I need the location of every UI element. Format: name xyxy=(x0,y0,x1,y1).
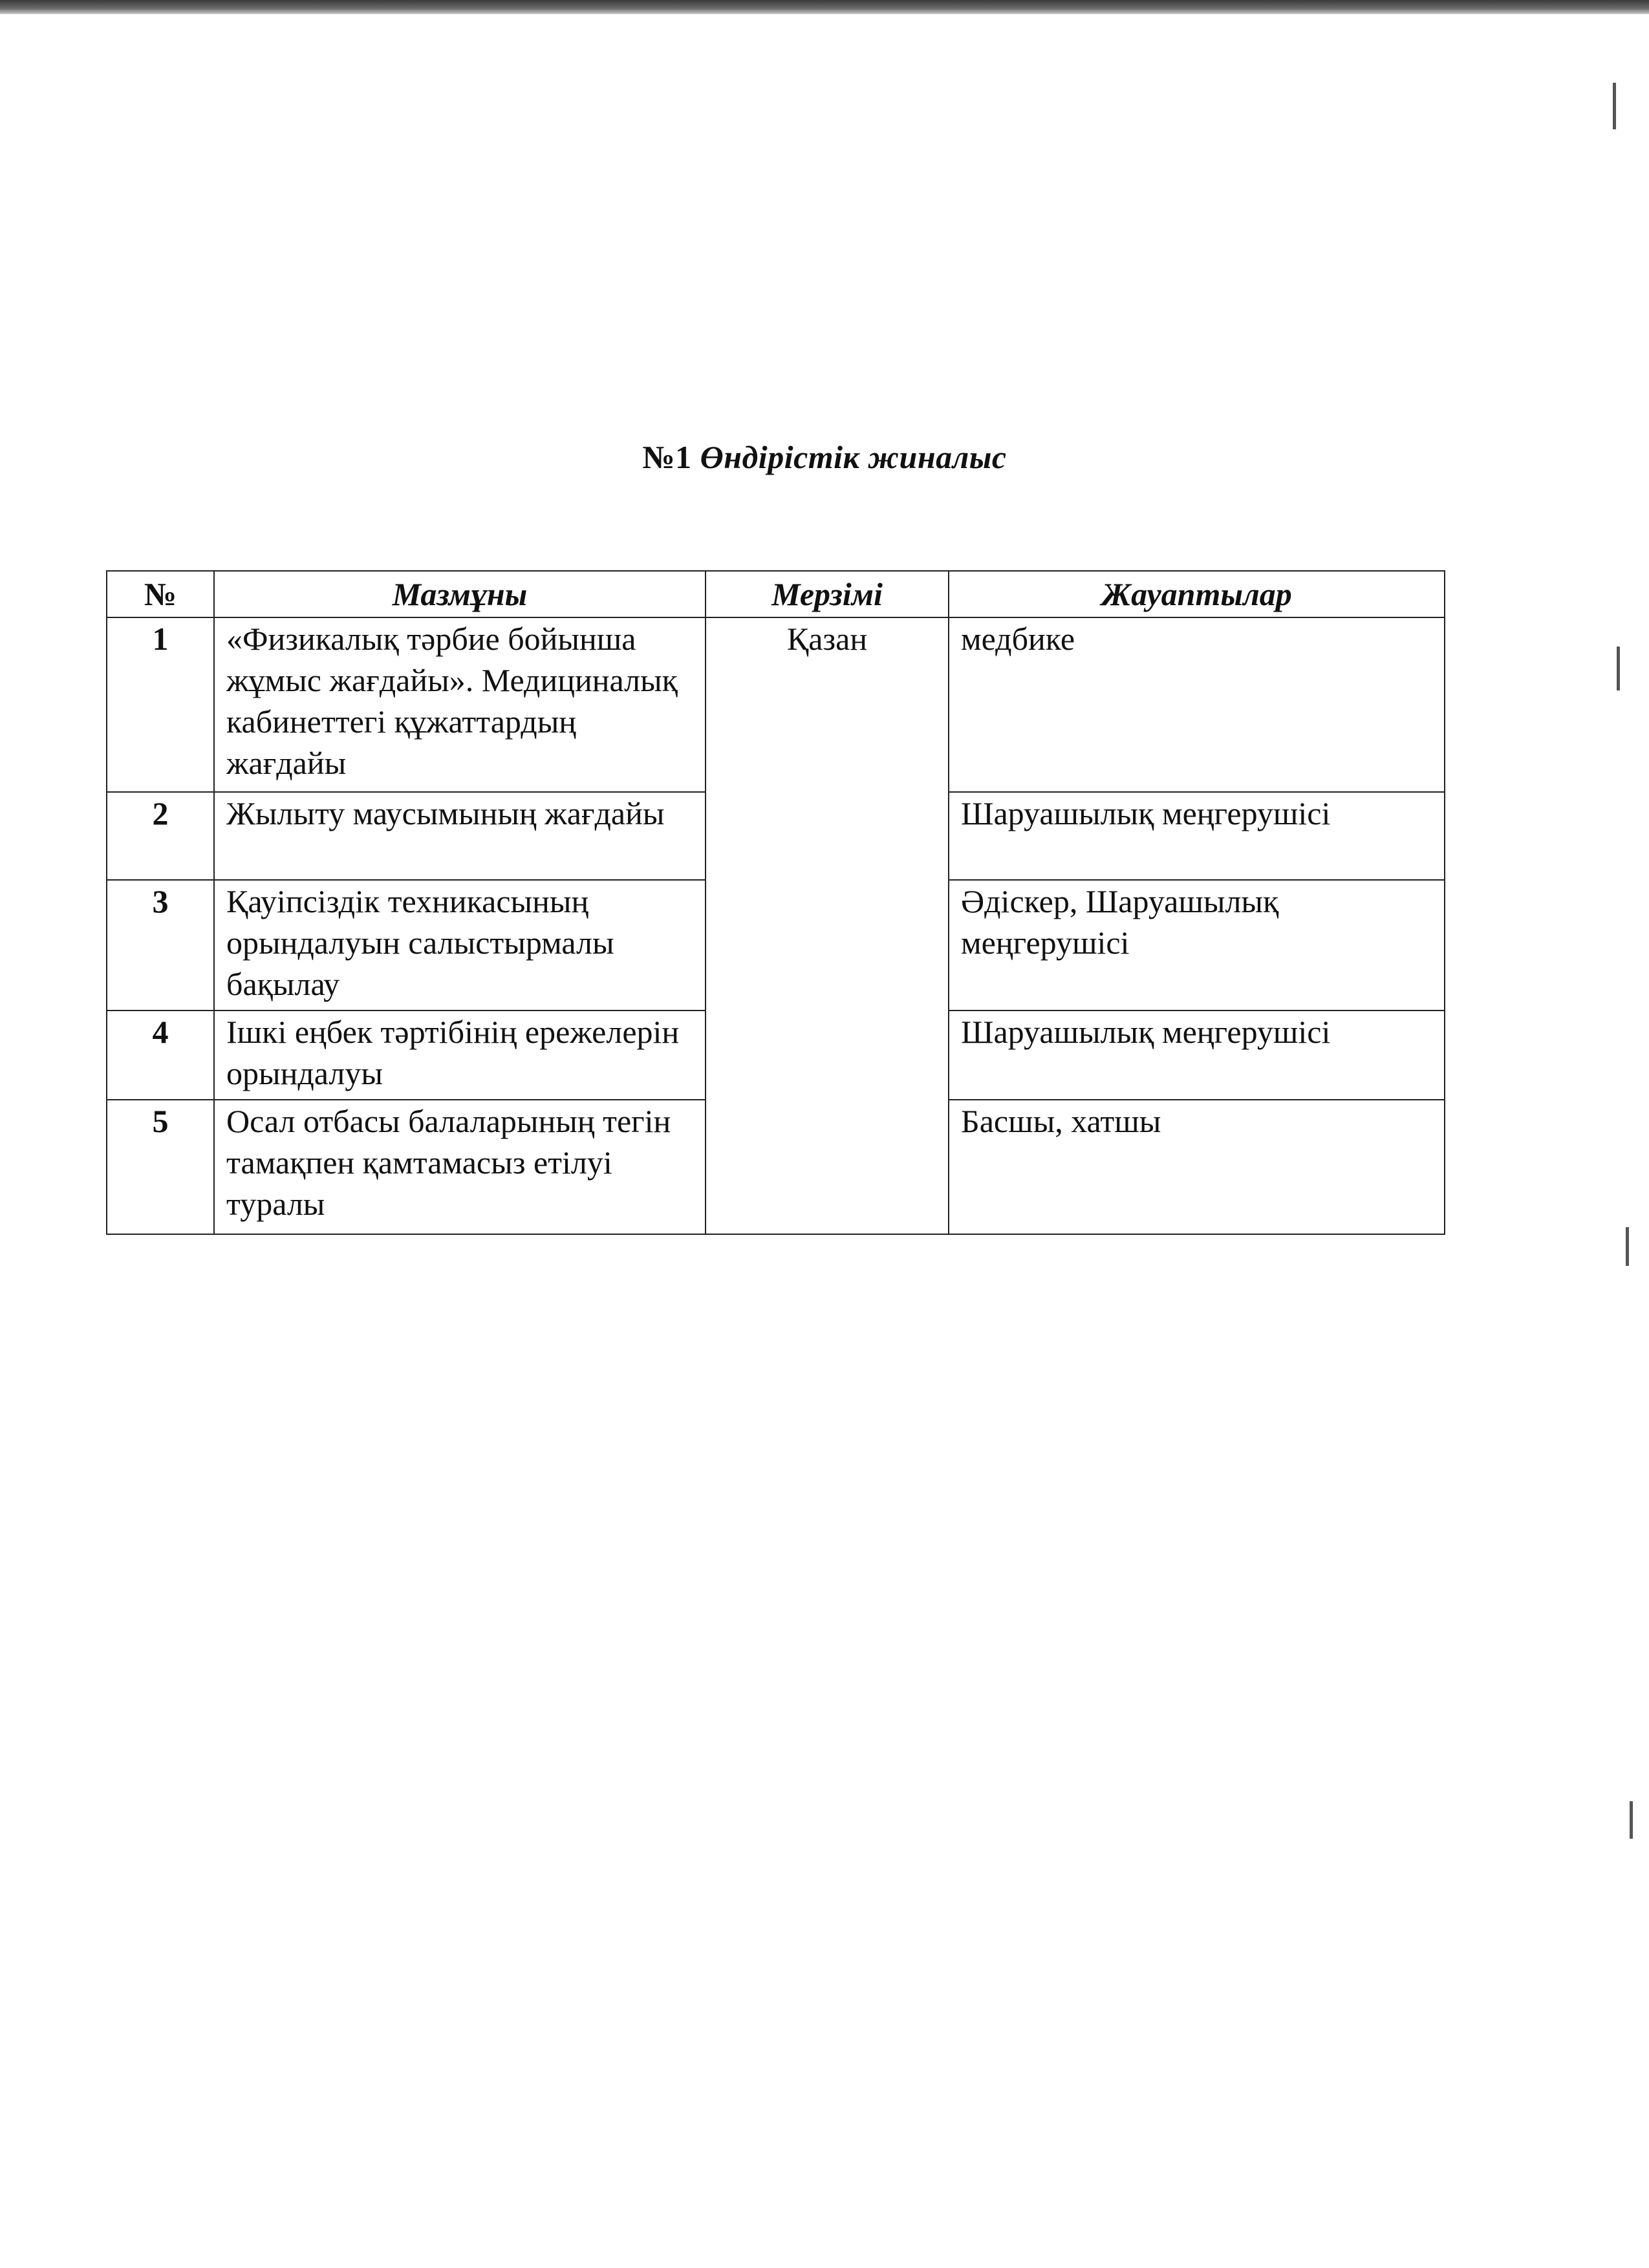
row-content: Жылыту маусымының жағдайы xyxy=(214,792,706,880)
row-responsible: Әдіскер, Шаруашылық меңгерушісі xyxy=(949,880,1445,1011)
header-deadline: Мерзімі xyxy=(706,571,949,617)
row-number: 3 xyxy=(107,880,214,1011)
header-responsible: Жауаптылар xyxy=(949,571,1445,617)
row-number: 4 xyxy=(107,1011,214,1100)
scan-top-edge xyxy=(0,0,1649,14)
scan-mark xyxy=(1613,83,1616,129)
row-content: Ішкі еңбек тәртібінің ережелерін орындалуы xyxy=(214,1011,706,1100)
header-content: Мазмұны xyxy=(214,571,706,617)
row-responsible: медбике xyxy=(949,617,1445,792)
row-content: «Физикалық тәрбие бойынша жұмыс жағдайы». Медициналық кабинеттегі құжаттардың жағдайы xyxy=(214,617,706,792)
row-content: Қауіпсіздік техникасының орындалуын салыстырмалы бақылау xyxy=(214,880,706,1011)
scan-mark xyxy=(1630,1801,1633,1839)
scan-mark xyxy=(1617,647,1620,690)
row-number: 5 xyxy=(107,1100,214,1234)
title-number: №1 xyxy=(642,439,692,475)
table-row xyxy=(107,617,1445,792)
title-text: Өндірістік жиналыс xyxy=(700,439,1007,475)
meeting-agenda-table xyxy=(106,570,1445,1235)
table-header-row xyxy=(107,571,1445,617)
row-responsible: Басшы, хатшы xyxy=(949,1100,1445,1234)
page-title xyxy=(0,438,1649,476)
row-number: 2 xyxy=(107,792,214,880)
row-number: 1 xyxy=(107,617,214,792)
deadline-cell: Қазан xyxy=(706,617,949,1234)
row-content: Осал отбасы балаларының тегін тамақпен қамтамасыз етілуі туралы xyxy=(214,1100,706,1234)
row-responsible: Шаруашылық меңгерушісі xyxy=(949,792,1445,880)
scan-mark xyxy=(1626,1227,1629,1266)
row-responsible: Шаруашылық меңгерушісі xyxy=(949,1011,1445,1100)
header-number: № xyxy=(107,571,214,617)
